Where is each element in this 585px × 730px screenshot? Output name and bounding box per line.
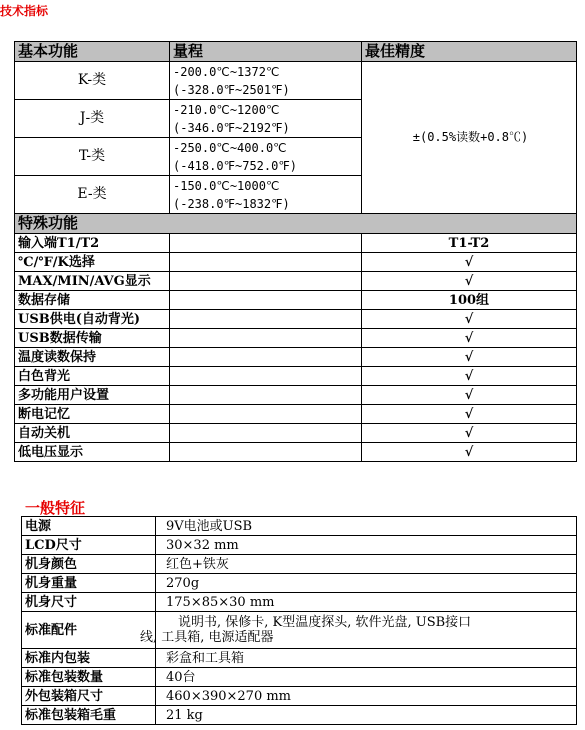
range-fahrenheit: (-418.0℉~752.0℉) bbox=[173, 158, 297, 173]
table-row bbox=[22, 574, 577, 593]
spec-name: 标准配件 bbox=[22, 612, 156, 649]
feature-name: USB数据传输 bbox=[15, 329, 170, 348]
spec-name: 标准包装箱毛重 bbox=[22, 706, 156, 725]
thermocouple-type: K-类 bbox=[15, 62, 170, 100]
table-row bbox=[22, 555, 577, 574]
spec-value: 9V电池或USB bbox=[156, 517, 577, 536]
empty-cell bbox=[170, 405, 362, 424]
spec-value: 270g bbox=[156, 574, 577, 593]
range-cell bbox=[170, 176, 362, 214]
feature-value: √ bbox=[362, 405, 577, 424]
feature-value: √ bbox=[362, 253, 577, 272]
feature-name: 自动关机 bbox=[15, 424, 170, 443]
feature-value: 100组 bbox=[362, 291, 577, 310]
thermocouple-type: T-类 bbox=[15, 138, 170, 176]
table-row bbox=[22, 593, 577, 612]
feature-value: √ bbox=[362, 272, 577, 291]
spec-value-line1: 说明书, 保修卡, K型温度探头, 软件光盘, USB接口 bbox=[178, 615, 472, 630]
feature-name: 低电压显示 bbox=[15, 443, 170, 462]
table-row bbox=[15, 443, 577, 462]
table-row bbox=[15, 405, 577, 424]
table-row bbox=[15, 310, 577, 329]
range-fahrenheit: (-346.0℉~2192℉) bbox=[173, 120, 290, 135]
header-basic-function: 基本功能 bbox=[15, 42, 170, 62]
spec-table-basic bbox=[14, 41, 577, 462]
empty-cell bbox=[170, 367, 362, 386]
header-range: 量程 bbox=[170, 42, 362, 62]
spec-name: 标准包装数量 bbox=[22, 668, 156, 687]
empty-cell bbox=[170, 234, 362, 253]
spec-name: 电源 bbox=[22, 517, 156, 536]
thermocouple-type: E-类 bbox=[15, 176, 170, 214]
spec-value: 175×85×30 mm bbox=[156, 593, 577, 612]
header-accuracy: 最佳精度 bbox=[362, 42, 577, 62]
feature-name: 数据存储 bbox=[15, 291, 170, 310]
header-special-function: 特殊功能 bbox=[15, 214, 577, 234]
table-row bbox=[15, 386, 577, 405]
table-row bbox=[15, 253, 577, 272]
spec-value-line2: 线, 工具箱, 电源适配器 bbox=[140, 630, 274, 645]
empty-cell bbox=[170, 443, 362, 462]
table-row bbox=[15, 62, 577, 100]
feature-value: T1-T2 bbox=[362, 234, 577, 253]
feature-value: √ bbox=[362, 310, 577, 329]
spec-name: 外包装箱尺寸 bbox=[22, 687, 156, 706]
feature-value: √ bbox=[362, 443, 577, 462]
range-cell bbox=[170, 100, 362, 138]
spec-name: 机身尺寸 bbox=[22, 593, 156, 612]
section-title-general: 一般特征 bbox=[25, 499, 86, 517]
spec-value: 460×390×270 mm bbox=[156, 687, 577, 706]
page-title: 技术指标 bbox=[0, 4, 49, 18]
table-row bbox=[22, 706, 577, 725]
special-header-row bbox=[15, 214, 577, 234]
table-row bbox=[22, 687, 577, 706]
feature-name: 多功能用户设置 bbox=[15, 386, 170, 405]
table-row bbox=[22, 517, 577, 536]
spec-value: 彩盒和工具箱 bbox=[156, 649, 577, 668]
range-cell bbox=[170, 138, 362, 176]
table-row bbox=[15, 234, 577, 253]
range-fahrenheit: (-328.0℉~2501℉) bbox=[173, 82, 290, 97]
basic-header-row bbox=[15, 42, 577, 62]
empty-cell bbox=[170, 291, 362, 310]
feature-name: ℃/℉/K选择 bbox=[15, 253, 170, 272]
spec-name: 标准内包装 bbox=[22, 649, 156, 668]
feature-value: √ bbox=[362, 386, 577, 405]
spec-value bbox=[140, 612, 577, 649]
feature-name: 温度读数保持 bbox=[15, 348, 170, 367]
spec-value: 红色+铁灰 bbox=[156, 555, 577, 574]
feature-name: USB供电(自动背光) bbox=[15, 310, 170, 329]
spec-name: 机身重量 bbox=[22, 574, 156, 593]
empty-cell bbox=[170, 253, 362, 272]
empty-cell bbox=[170, 424, 362, 443]
table-row bbox=[22, 536, 577, 555]
spec-table-general bbox=[21, 516, 577, 725]
table-row bbox=[15, 272, 577, 291]
feature-name: MAX/MIN/AVG显示 bbox=[15, 272, 170, 291]
empty-cell bbox=[170, 272, 362, 291]
range-celsius: -200.0℃~1372℃ bbox=[173, 64, 280, 79]
empty-cell bbox=[170, 386, 362, 405]
feature-value: √ bbox=[362, 367, 577, 386]
accuracy-value: ±(0.5%读数+0.8℃) bbox=[362, 62, 577, 214]
table-row bbox=[15, 329, 577, 348]
empty-cell bbox=[170, 348, 362, 367]
spec-value: 21 kg bbox=[156, 706, 577, 725]
range-celsius: -210.0℃~1200℃ bbox=[173, 102, 280, 117]
table-row bbox=[15, 367, 577, 386]
table-row bbox=[15, 291, 577, 310]
feature-name: 白色背光 bbox=[15, 367, 170, 386]
empty-cell bbox=[170, 310, 362, 329]
range-fahrenheit: (-238.0℉~1832℉) bbox=[173, 196, 290, 211]
spec-value: 30×32 mm bbox=[156, 536, 577, 555]
spec-value: 40台 bbox=[156, 668, 577, 687]
table-row bbox=[22, 612, 577, 649]
feature-name: 输入端T1/T2 bbox=[15, 234, 170, 253]
table-row bbox=[22, 649, 577, 668]
feature-name: 断电记忆 bbox=[15, 405, 170, 424]
feature-value: √ bbox=[362, 348, 577, 367]
feature-value: √ bbox=[362, 424, 577, 443]
feature-value: √ bbox=[362, 329, 577, 348]
range-cell bbox=[170, 62, 362, 100]
table-row bbox=[15, 348, 577, 367]
thermocouple-type: J-类 bbox=[15, 100, 170, 138]
table-row bbox=[15, 424, 577, 443]
table-row bbox=[22, 668, 577, 687]
empty-cell bbox=[170, 329, 362, 348]
range-celsius: -250.0℃~400.0℃ bbox=[173, 140, 287, 155]
spec-name: 机身颜色 bbox=[22, 555, 156, 574]
range-celsius: -150.0℃~1000℃ bbox=[173, 178, 280, 193]
spec-name: LCD尺寸 bbox=[22, 536, 156, 555]
